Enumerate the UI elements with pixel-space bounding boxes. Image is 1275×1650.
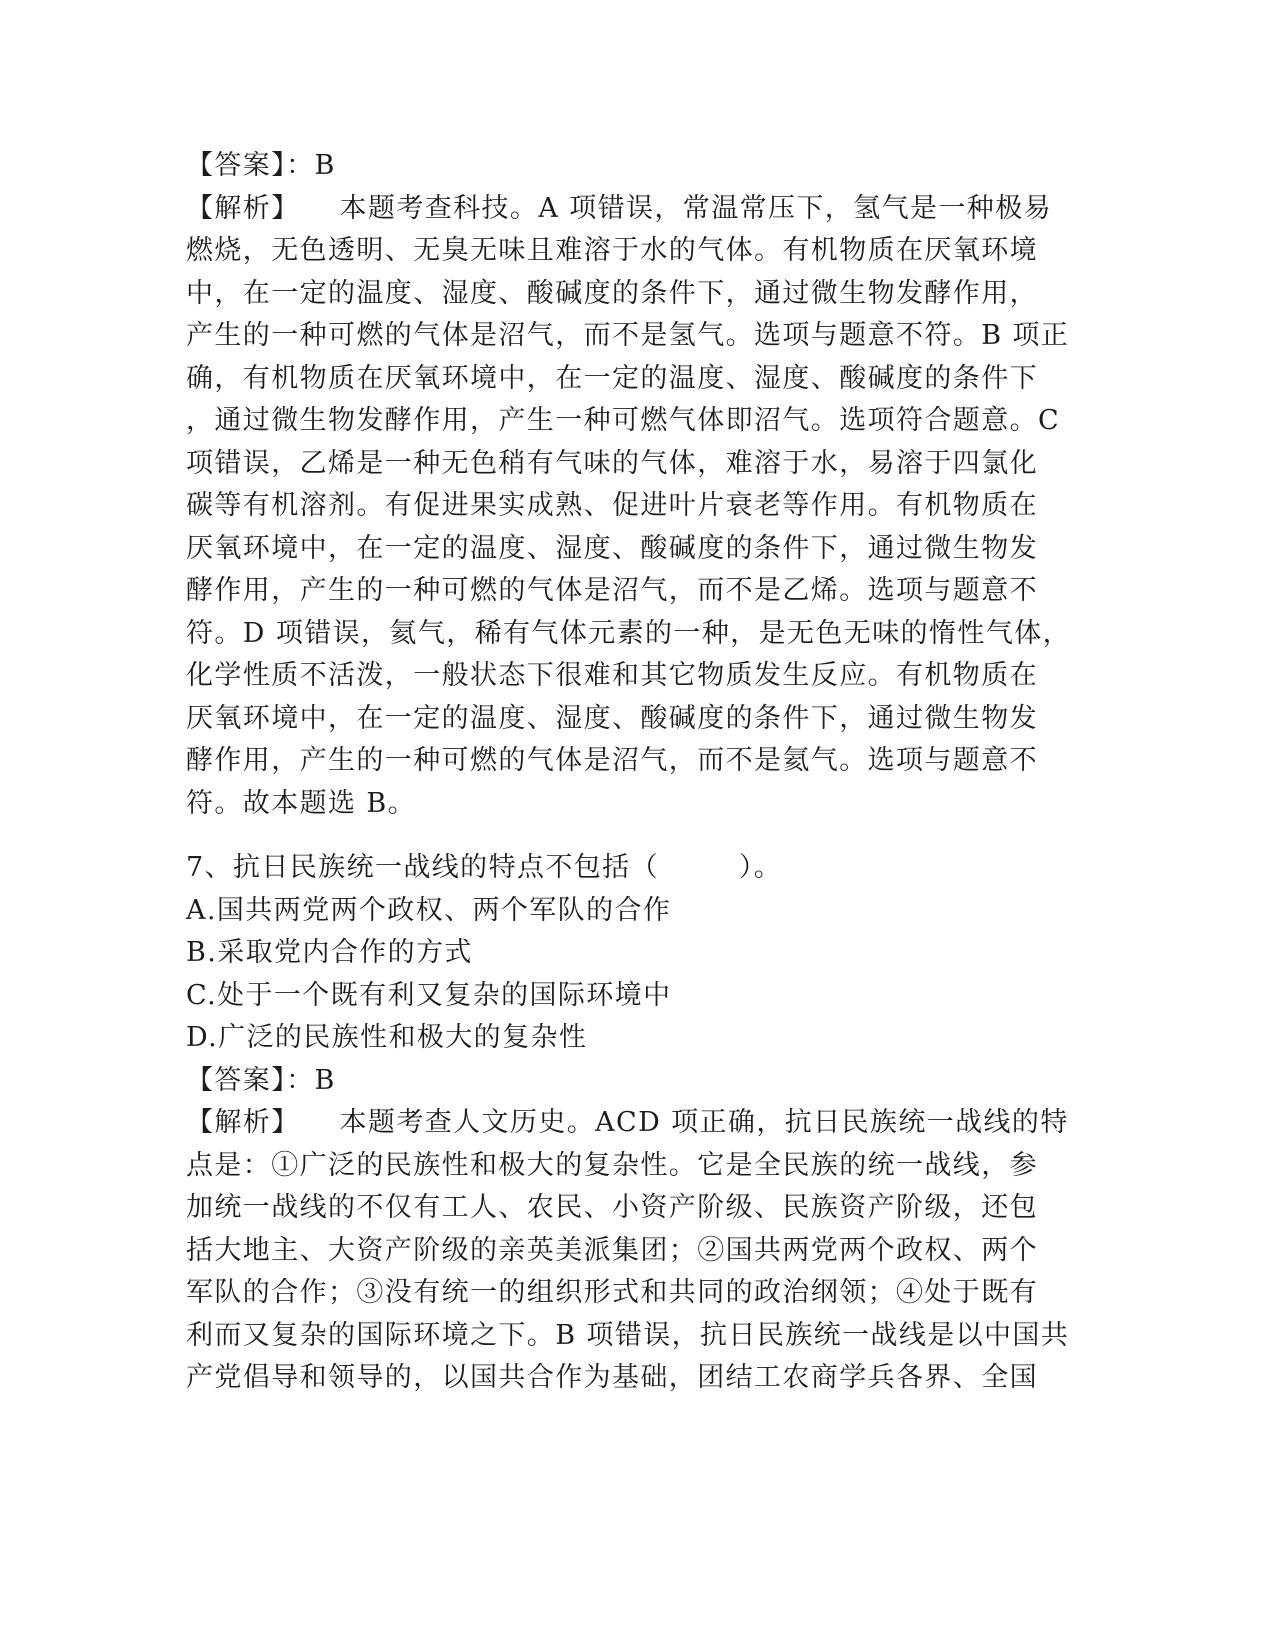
q6-analysis-line: ，通过微生物发酵作用，产生一种可燃气体即沼气。选项符合题意。C — [186, 405, 1061, 436]
q6-answer: 【答案】：B — [186, 150, 336, 181]
q7-answer: 【答案】：B — [186, 1064, 336, 1096]
q6-analysis-line: 确，有机物质在厌氧环境中，在一定的温度、湿度、酸碱度的条件下 — [186, 362, 1038, 394]
q7-analysis-line: 军队的合作；③没有统一的组织形式和共同的政治纲领；④处于既有 — [186, 1277, 1038, 1308]
q6-analysis-line: 符。D 项错误，氦气，稀有气体元素的一种，是无色无味的惰性气体， — [186, 617, 1072, 649]
q6-analysis-line: 产生的一种可燃的气体是沼气，而不是氢气。选项与题意不符。B 项正 — [186, 320, 1070, 351]
q7-option-c: C.处于一个既有利又复杂的国际环境中 — [186, 979, 672, 1011]
q6-analysis-line: 化学性质不活泼，一般状态下很难和其它物质发生反应。有机物质在 — [186, 660, 1038, 691]
q6-analysis-line: 酵作用，产生的一种可燃的气体是沼气，而不是氦气。选项与题意不 — [186, 745, 1038, 776]
q6-analysis-line: 符。故本题选 B。 — [186, 787, 417, 819]
document-page — [186, 145, 1071, 1400]
q7-analysis-line: 产党倡导和领导的，以国共合作为基础，团结工农商学兵各界、全国 — [186, 1362, 1038, 1393]
question-7 — [186, 847, 1071, 1400]
q6-analysis-line: 中，在一定的温度、湿度、酸碱度的条件下，通过微生物发酵作用， — [186, 277, 1038, 309]
section-spacer — [186, 825, 1071, 847]
q7-option-d: D.广泛的民族性和极大的复杂性 — [186, 1022, 588, 1053]
q6-analysis-line: 碳等有机溶剂。有促进果实成熟、促进叶片衰老等作用。有机物质在 — [186, 490, 1038, 521]
q7-analysis-line: 利而又复杂的国际环境之下。B 项错误，抗日民族统一战线是以中国共 — [186, 1319, 1070, 1351]
q6-analysis-line: 厌氧环境中，在一定的温度、湿度、酸碱度的条件下，通过微生物发 — [186, 702, 1038, 734]
q7-analysis-line: 点是：①广泛的民族性和极大的复杂性。它是全民族的统一战线，参 — [186, 1149, 1038, 1181]
q7-analysis-line: 【解析】 本题考查人文历史。ACD 项正确，抗日民族统一战线的特 — [186, 1107, 1069, 1138]
q6-analysis-line: 燃烧，无色透明、无臭无味且难溶于水的气体。有机物质在厌氧环境 — [186, 235, 1038, 266]
q6-analysis-line: 项错误，乙烯是一种无色稍有气味的气体，难溶于水，易溶于四氯化 — [186, 447, 1038, 479]
q7-option-a: A.国共两党两个政权、两个军队的合作 — [186, 894, 672, 926]
q6-analysis-line: 厌氧环境中，在一定的温度、湿度、酸碱度的条件下，通过微生物发 — [186, 532, 1038, 564]
q7-option-b: B.采取党内合作的方式 — [186, 937, 473, 968]
q6-analysis — [186, 188, 1071, 826]
q7-question: 7、抗日民族统一战线的特点不包括（ ）。 — [186, 852, 783, 883]
q7-analysis-line: 加统一战线的不仅有工人、农民、小资产阶级、民族资产阶级，还包 — [186, 1192, 1038, 1223]
q7-analysis-line: 括大地主、大资产阶级的亲英美派集团；②国共两党两个政权、两个 — [186, 1234, 1038, 1266]
q6-analysis-line: 【解析】 本题考查科技。A 项错误，常温常压下，氢气是一种极易 — [186, 192, 1053, 224]
q6-analysis-line: 酵作用，产生的一种可燃的气体是沼气，而不是乙烯。选项与题意不 — [186, 575, 1038, 606]
